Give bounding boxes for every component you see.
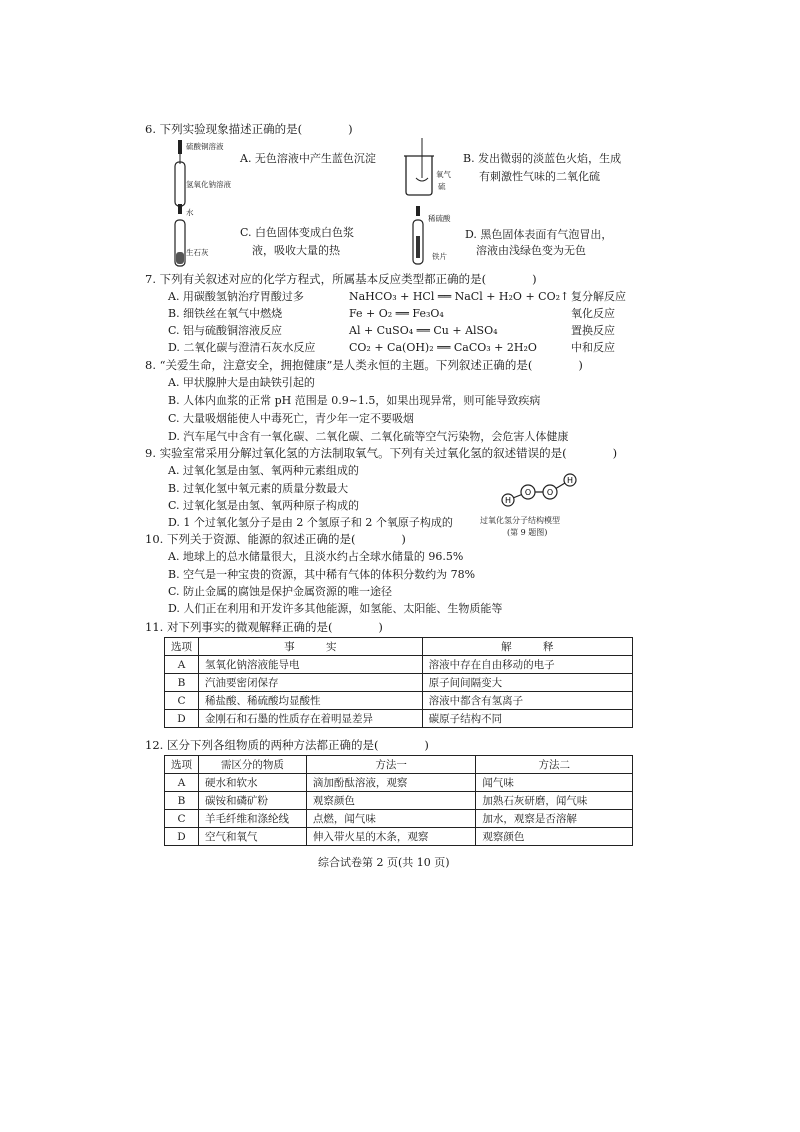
atom-label: O <box>546 488 554 497</box>
table-cell: 闻气味 <box>476 774 633 792</box>
q7-option-a: A. 用碳酸氢钠治疗胃酸过多 <box>168 290 304 303</box>
table-cell: A <box>165 774 199 792</box>
q6-d-label-iron: 铁片 <box>432 252 447 261</box>
q7-type-a: 复分解反应 <box>571 290 626 303</box>
q6-b-label-oxygen: 氧气 <box>436 170 451 179</box>
q7-equation-a: NaHCO₃ + HCl ══ NaCl + H₂O + CO₂↑ <box>349 290 570 303</box>
q7-type-c: 置换反应 <box>571 324 615 337</box>
q7-option-b: B. 细铁丝在氧气中燃烧 <box>168 307 283 320</box>
q10-stem: 10. 下列关于资源、能源的叙述正确的是( ) <box>145 532 406 546</box>
table-header-cell: 方法二 <box>476 756 633 774</box>
q7-equation-c: Al + CuSO₄ ══ Cu + AlSO₄ <box>349 324 498 337</box>
q7-option-c: C. 铝与硫酸铜溶液反应 <box>168 324 283 337</box>
q10-option-b: B. 空气是一种宝贵的资源，其中稀有气体的体积分数约为 78% <box>168 568 476 581</box>
table-cell: 汽油要密闭保存 <box>199 674 423 692</box>
table-row <box>165 710 633 728</box>
q8-option-a: A. 甲状腺肿大是由缺铁引起的 <box>168 376 315 389</box>
q6-option-c-line1: C. 白色固体变成白色浆 <box>240 226 355 239</box>
table-cell: 碳铵和磷矿粉 <box>199 792 307 810</box>
table-row <box>165 656 633 674</box>
q7-stem: 7. 下列有关叙述对应的化学方程式，所属基本反应类型都正确的是( ) <box>145 272 537 286</box>
q6-stem: 6. 下列实验现象描述正确的是( ) <box>145 122 353 136</box>
table-cell: 空气和氧气 <box>199 828 307 846</box>
q7-type-d: 中和反应 <box>571 341 615 354</box>
q6-a-reagent-top: 硫酸铜溶液 <box>186 142 224 151</box>
q6-b-label-sulfur: 硫 <box>438 182 446 191</box>
atom-label: O <box>524 488 532 497</box>
table-header-cell: 选项 <box>165 638 199 656</box>
table-cell: D <box>165 710 199 728</box>
q7-option-d: D. 二氧化碳与澄清石灰水反应 <box>168 341 316 354</box>
table-row <box>165 792 633 810</box>
q11-table <box>164 637 633 728</box>
h2o2-molecule-model <box>498 470 584 510</box>
q12-table <box>164 755 633 846</box>
q6-option-b-line1: B. 发出微弱的淡蓝色火焰，生成 <box>463 152 622 165</box>
table-header-row <box>165 638 633 656</box>
q10-option-c: C. 防止金属的腐蚀是保护金属资源的唯一途径 <box>168 585 393 598</box>
table-cell: B <box>165 674 199 692</box>
q9-option-a: A. 过氧化氢是由氢、氧两种元素组成的 <box>168 464 359 477</box>
table-cell: 金刚石和石墨的性质存在着明显差异 <box>199 710 423 728</box>
table-cell: 点燃，闻气味 <box>306 810 476 828</box>
q9-option-d: D. 1 个过氧化氢分子是由 2 个氢原子和 2 个氧原子构成的 <box>168 516 453 529</box>
table-cell: 原子间间隔变大 <box>422 674 632 692</box>
q8-option-c: C. 大量吸烟能使人中毒死亡，青少年一定不要吸烟 <box>168 412 415 425</box>
q6-option-d-line2: 溶液由浅绿色变为无色 <box>476 244 586 257</box>
q8-stem: 8. “关爱生命，注意安全，拥抱健康”是人类永恒的主题。下列叙述正确的是( ) <box>145 358 583 372</box>
table-row <box>165 774 633 792</box>
table-cell: 稀盐酸、稀硫酸均显酸性 <box>199 692 423 710</box>
gas-jar-icon <box>402 138 436 196</box>
q6-option-d-line1: D. 黑色固体表面有气泡冒出， <box>465 228 613 241</box>
atom-label: H <box>504 496 512 505</box>
table-cell: B <box>165 792 199 810</box>
q6-a-reagent-bottom: 氢氧化钠溶液 <box>186 180 231 189</box>
q7-type-b: 氧化反应 <box>571 307 615 320</box>
table-cell: 观察颜色 <box>306 792 476 810</box>
table-cell: 碳原子结构不同 <box>422 710 632 728</box>
q9-figure-number: (第 9 题图) <box>507 528 548 537</box>
table-cell: 氢氧化钠溶液能导电 <box>199 656 423 674</box>
table-cell: 溶液中存在自由移动的电子 <box>422 656 632 674</box>
atom-label: H <box>566 476 574 485</box>
test-tube-iron-icon <box>408 206 428 266</box>
q10-option-d: D. 人们正在利用和开发许多其他能源，如氢能、太阳能、生物质能等 <box>168 602 503 615</box>
table-cell: 溶液中都含有氢离子 <box>422 692 632 710</box>
table-cell: 硬水和软水 <box>199 774 307 792</box>
table-row <box>165 692 633 710</box>
q12-stem: 12. 区分下列各组物质的两种方法都正确的是( ) <box>145 738 429 752</box>
table-header-cell: 需区分的物质 <box>199 756 307 774</box>
table-header-cell: 解 释 <box>422 638 632 656</box>
q9-option-c: C. 过氧化氢是由氢、氧两种原子构成的 <box>168 499 360 512</box>
table-header-cell: 事 实 <box>199 638 423 656</box>
table-header-row <box>165 756 633 774</box>
q10-option-a: A. 地球上的总水储量很大，且淡水约占全球水储量的 96.5% <box>168 550 464 563</box>
q6-option-c-line2: 液，吸收大量的热 <box>252 244 340 257</box>
q8-option-b: B. 人体内血浆的正常 pH 范围是 0.9~1.5，如果出现异常，则可能导致疾病 <box>168 394 541 407</box>
table-row <box>165 810 633 828</box>
table-cell: 加熟石灰研磨，闻气味 <box>476 792 633 810</box>
table-row <box>165 828 633 846</box>
table-cell: C <box>165 810 199 828</box>
q7-equation-b: Fe + O₂ ══ Fe₃O₄ <box>349 307 444 320</box>
table-cell: C <box>165 692 199 710</box>
table-header-cell: 方法一 <box>306 756 476 774</box>
table-cell: 滴加酚酞溶液，观察 <box>306 774 476 792</box>
table-cell: A <box>165 656 199 674</box>
q6-d-label-acid: 稀硫酸 <box>428 214 451 223</box>
q6-c-label-quicklime: 生石灰 <box>186 248 209 257</box>
table-cell: 羊毛纤维和涤纶线 <box>199 810 307 828</box>
table-header-cell: 选项 <box>165 756 199 774</box>
q6-option-b-line2: 有刺激性气味的二氧化硫 <box>479 170 600 183</box>
q7-equation-d: CO₂ + Ca(OH)₂ ══ CaCO₃ + 2H₂O <box>349 341 537 354</box>
table-cell: 观察颜色 <box>476 828 633 846</box>
table-cell: 伸入带火星的木条，观察 <box>306 828 476 846</box>
q6-option-a: A. 无色溶液中产生蓝色沉淀 <box>240 152 376 165</box>
page-footer: 综合试卷第 2 页(共 10 页) <box>318 856 450 869</box>
table-cell: 加水，观察是否溶解 <box>476 810 633 828</box>
q9-option-b: B. 过氧化氢中氧元素的质量分数最大 <box>168 482 349 495</box>
q6-c-label-water: 水 <box>186 208 194 217</box>
q11-stem: 11. 对下列事实的微观解释正确的是( ) <box>145 620 383 634</box>
q9-figure-caption: 过氧化氢分子结构模型 <box>480 516 560 525</box>
q8-option-d: D. 汽车尾气中含有一氧化碳、二氧化碳、二氧化硫等空气污染物，会危害人体健康 <box>168 430 569 443</box>
table-row <box>165 674 633 692</box>
q9-stem: 9. 实验室常采用分解过氧化氢的方法制取氧气。下列有关过氧化氢的叙述错误的是( ) <box>145 446 618 460</box>
table-cell: D <box>165 828 199 846</box>
